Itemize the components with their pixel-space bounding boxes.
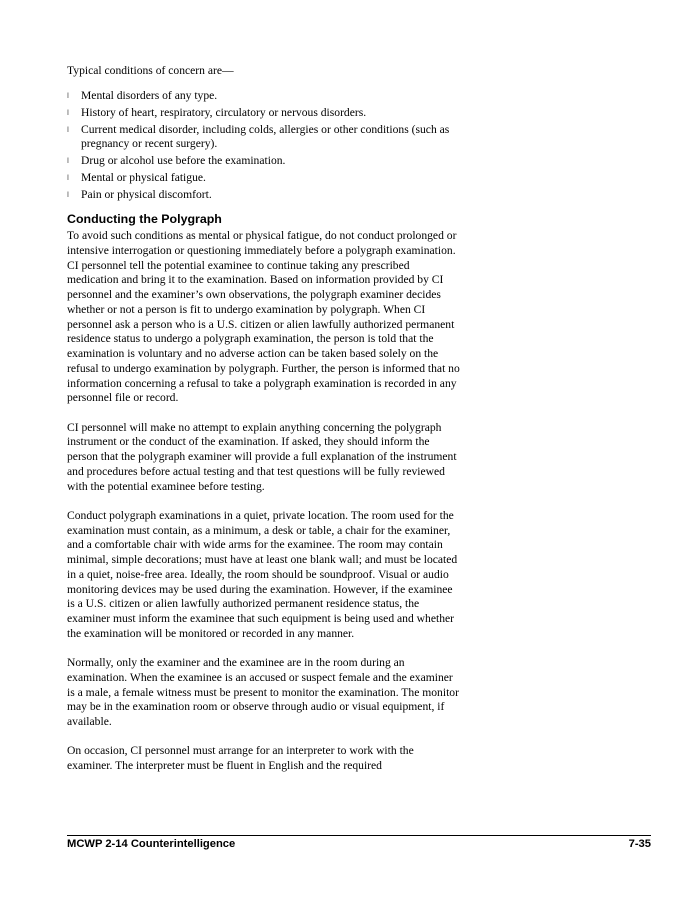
paragraph-fitness: To avoid such conditions as mental or physical fatigue, do not conduct prolonged or intensive interrogation or questioning immediately before a polygraph examination. CI personnel tell the potential examinee to continue taking any prescribed medication and bring it to the examination. Based on information provided by CI personnel and the examiner’s own observations, the polygraph examiner decides whether or not a person is fit to undergo examination by polygraph. When CI personnel ask a person who is a U.S. citizen or alien lawfully authorized permanent residence status to undergo a polygraph examination, the person is told that the examination is voluntary and no adverse action can be taken based solely on the refusal to undergo examination by polygraph. Further, the person is informed that no information concerning a refusal to take a polygraph examination is recorded in any personnel file or record. xyxy=(67,229,460,405)
bullet-icon: l xyxy=(67,191,69,199)
list-item xyxy=(67,89,462,103)
bullet-icon: l xyxy=(67,174,69,182)
list-item xyxy=(67,154,462,168)
bullet-icon: l xyxy=(67,126,69,134)
list-item-text: Drug or alcohol use before the examination. xyxy=(81,154,286,167)
footer-page-number: 7-35 xyxy=(628,838,651,850)
footer-publication-title: MCWP 2-14 Counterintelligence xyxy=(67,838,236,850)
bullet-icon: l xyxy=(67,109,69,117)
list-item xyxy=(67,106,462,120)
paragraph-interpreter: On occasion, CI personnel must arrange for an interpreter to work with the examiner. The interpreter must be fluent in English and the required xyxy=(67,744,414,772)
list-item-text: History of heart, respiratory, circulatory or nervous disorders. xyxy=(81,106,367,119)
list-item-text: Pain or physical discomfort. xyxy=(81,188,212,201)
section-heading: Conducting the Polygraph xyxy=(67,212,222,226)
intro-text: Typical conditions of concern are— xyxy=(67,64,234,77)
page-content xyxy=(67,63,462,788)
list-item-text: Mental disorders of any type. xyxy=(81,89,218,102)
list-item xyxy=(67,123,462,151)
list-item-text: Current medical disorder, including colds, allergies or other conditions (such as pregnancy or recent surgery). xyxy=(81,123,450,150)
footer-divider xyxy=(67,835,651,836)
bullet-icon: l xyxy=(67,92,69,100)
paragraph-instrument: CI personnel will make no attempt to explain anything concerning the polygraph instrument or the conduct of the examination. If asked, they should inform the person that the polygraph examiner will provide a full explanation of the instrument and procedures before actual testing and that test questions will be fully reviewed with the potential examinee before testing. xyxy=(67,420,457,493)
bullet-icon: l xyxy=(67,157,69,165)
list-item-text: Mental or physical fatigue. xyxy=(81,171,206,184)
list-item xyxy=(67,188,462,202)
paragraph-location: Conduct polygraph examinations in a quiet, private location. The room used for the examination must contain, as a minimum, a desk or table, a chair for the examiner, and a comfortable chair with wide arms for the examinee. The room may contain minimal, simple decorations; must have at least one blank wall; and must be located in a quiet, noise-free area. Ideally, the room should be soundproof. Visual or audio monitoring devices may be used during the examination. However, if the examinee is a U.S. citizen or alien lawfully authorized permanent residence status, the examiner must inform the examinee that such equipment is being used and whether the examination will be monitored or recorded in any manner. xyxy=(67,508,458,640)
list-item xyxy=(67,171,462,185)
conditions-list xyxy=(67,89,462,202)
paragraph-witness: Normally, only the examiner and the examinee are in the room during an examination. When the examinee is an accused or suspect female and the examiner is a male, a female witness must be present to monitor the examination. The monitor may be in the examination room or observe through audio or visual equipment, if available. xyxy=(67,656,459,728)
